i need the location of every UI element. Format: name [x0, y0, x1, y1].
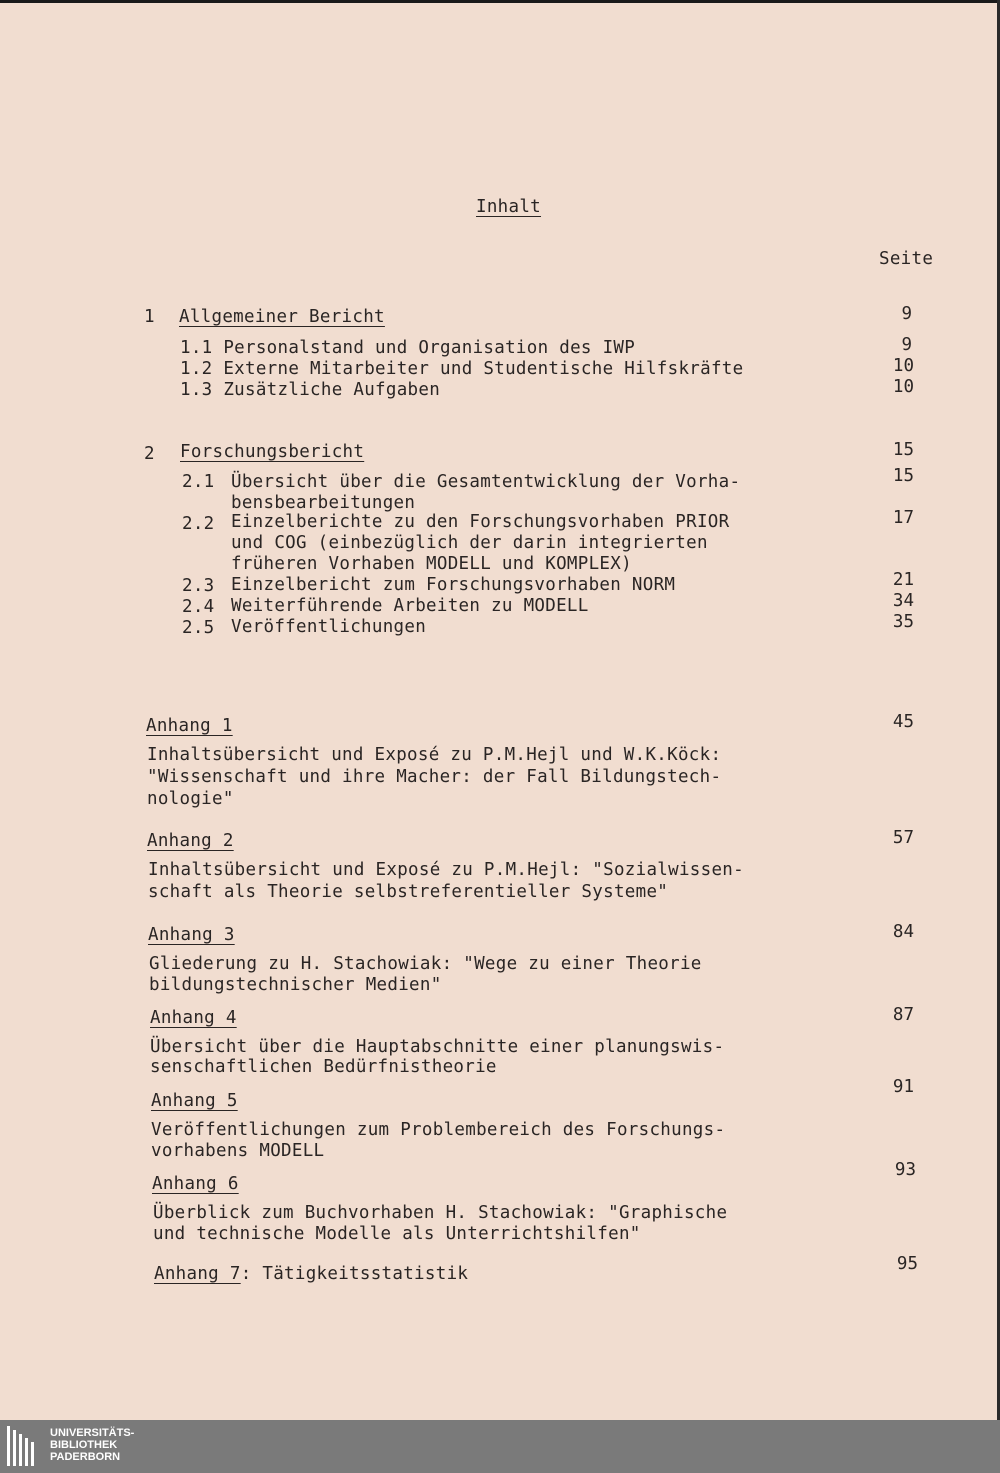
toc-page-1-1: 9	[901, 335, 912, 355]
appendix-2-page: 57	[892, 828, 914, 848]
section-2-number: 2	[144, 444, 155, 464]
section-1-page: 9	[901, 304, 912, 324]
appendix-1-line-3: nologie"	[147, 789, 234, 809]
toc-entry-1-2: 1.2 Externe Mitarbeiter und Studentische Hilfskräfte	[180, 359, 744, 379]
toc-entry-2-3: Einzelbericht zum Forschungsvorhaben NORM	[231, 575, 676, 595]
toc-entry-2-2-line-3: früheren Vorhaben MODELL und KOMPLEX)	[231, 554, 632, 574]
appendix-6-line-1: Überblick zum Buchvorhaben H. Stachowiak: "Graphische	[153, 1203, 728, 1223]
toc-entry-2-2-line-2: und COG (einbezüglich der darin integrierten	[231, 533, 708, 553]
toc-number-2-5: 2.5	[182, 618, 215, 638]
appendix-7-title: Anhang 7	[154, 1264, 241, 1284]
logo-line-2: BIBLIOTHEK	[50, 1439, 118, 1451]
logo-line-3: PADERBORN	[50, 1451, 121, 1463]
appendix-2-line-1: Inhaltsübersicht und Exposé zu P.M.Hejl: "Sozialwissen-	[148, 860, 744, 880]
library-footer-bar	[0, 1420, 1000, 1473]
section-2-title: Forschungsbericht	[180, 442, 365, 462]
appendix-5-line-1: Veröffentlichungen zum Problembereich des Forschungs-	[151, 1120, 726, 1140]
appendix-5-line-2: vorhabens MODELL	[151, 1141, 325, 1161]
appendix-5-title: Anhang 5	[151, 1091, 238, 1111]
appendix-1-title: Anhang 1	[146, 716, 233, 736]
appendix-6-page: 93	[894, 1160, 916, 1180]
appendix-3-line-1: Gliederung zu H. Stachowiak: "Wege zu einer Theorie	[149, 954, 702, 974]
appendix-2-title: Anhang 2	[147, 831, 234, 851]
appendix-4-page: 87	[892, 1005, 914, 1025]
toc-entry-2-2-line-1: Einzelberichte zu den Forschungsvorhaben PRIOR	[231, 512, 730, 532]
toc-number-2-2: 2.2	[182, 514, 215, 534]
appendix-3-page: 84	[892, 922, 914, 942]
library-logo-text	[50, 1427, 134, 1463]
logo-line-1: UNIVERSITÄTS-	[50, 1427, 135, 1439]
toc-entry-1-1: 1.1 Personalstand und Organisation des IWP	[180, 338, 636, 358]
section-1-title: Allgemeiner Bericht	[179, 307, 385, 327]
toc-entry-2-1-line-2: bensbearbeitungen	[231, 493, 416, 513]
appendix-7-entry	[154, 1264, 468, 1285]
toc-number-2-3: 2.3	[182, 576, 215, 596]
toc-page-2-1: 15	[892, 466, 914, 486]
appendix-2-line-2: schaft als Theorie selbstreferentieller Systeme"	[148, 882, 669, 902]
toc-page-2-5: 35	[892, 612, 914, 632]
toc-page-1-2: 10	[892, 356, 914, 376]
page-column-label: Seite	[879, 249, 934, 269]
appendix-7-suffix: : Tätigkeitsstatistik	[240, 1264, 469, 1284]
toc-number-2-4: 2.4	[182, 597, 215, 617]
appendix-4-line-1: Übersicht über die Hauptabschnitte einer planungswis-	[150, 1037, 725, 1057]
toc-page-2-3: 21	[892, 570, 914, 590]
appendix-5-page: 91	[892, 1077, 914, 1097]
section-2-page: 15	[892, 440, 914, 460]
appendix-6-line-2: und technische Modelle als Unterrichtshilfen"	[153, 1224, 641, 1244]
appendix-7-page: 95	[896, 1254, 918, 1274]
appendix-3-line-2: bildungstechnischer Medien"	[149, 975, 442, 995]
toc-entry-2-5: Veröffentlichungen	[231, 617, 427, 637]
toc-page-2-2: 17	[892, 508, 914, 528]
toc-page-1-3: 10	[892, 377, 914, 397]
appendix-1-page: 45	[892, 712, 914, 732]
appendix-4-line-2: senschaftlichen Bedürfnistheorie	[150, 1057, 497, 1077]
toc-number-2-1: 2.1	[182, 472, 215, 492]
toc-entry-2-1-line-1: Übersicht über die Gesamtentwicklung der Vorha-	[231, 472, 741, 492]
section-1-number: 1	[144, 307, 155, 327]
appendix-1-line-2: "Wissenschaft und ihre Macher: der Fall Bildungstech-	[147, 767, 722, 787]
appendix-3-title: Anhang 3	[148, 925, 235, 945]
toc-entry-2-4: Weiterführende Arbeiten zu MODELL	[231, 596, 589, 616]
appendix-6-title: Anhang 6	[152, 1174, 239, 1194]
library-logo-icon	[6, 1426, 40, 1466]
toc-page-2-4: 34	[892, 591, 914, 611]
appendix-4-title: Anhang 4	[150, 1008, 237, 1028]
toc-entry-1-3: 1.3 Zusätzliche Aufgaben	[180, 380, 441, 400]
page-title: Inhalt	[476, 197, 542, 217]
appendix-1-line-1: Inhaltsübersicht und Exposé zu P.M.Hejl und W.K.Köck:	[147, 745, 722, 765]
